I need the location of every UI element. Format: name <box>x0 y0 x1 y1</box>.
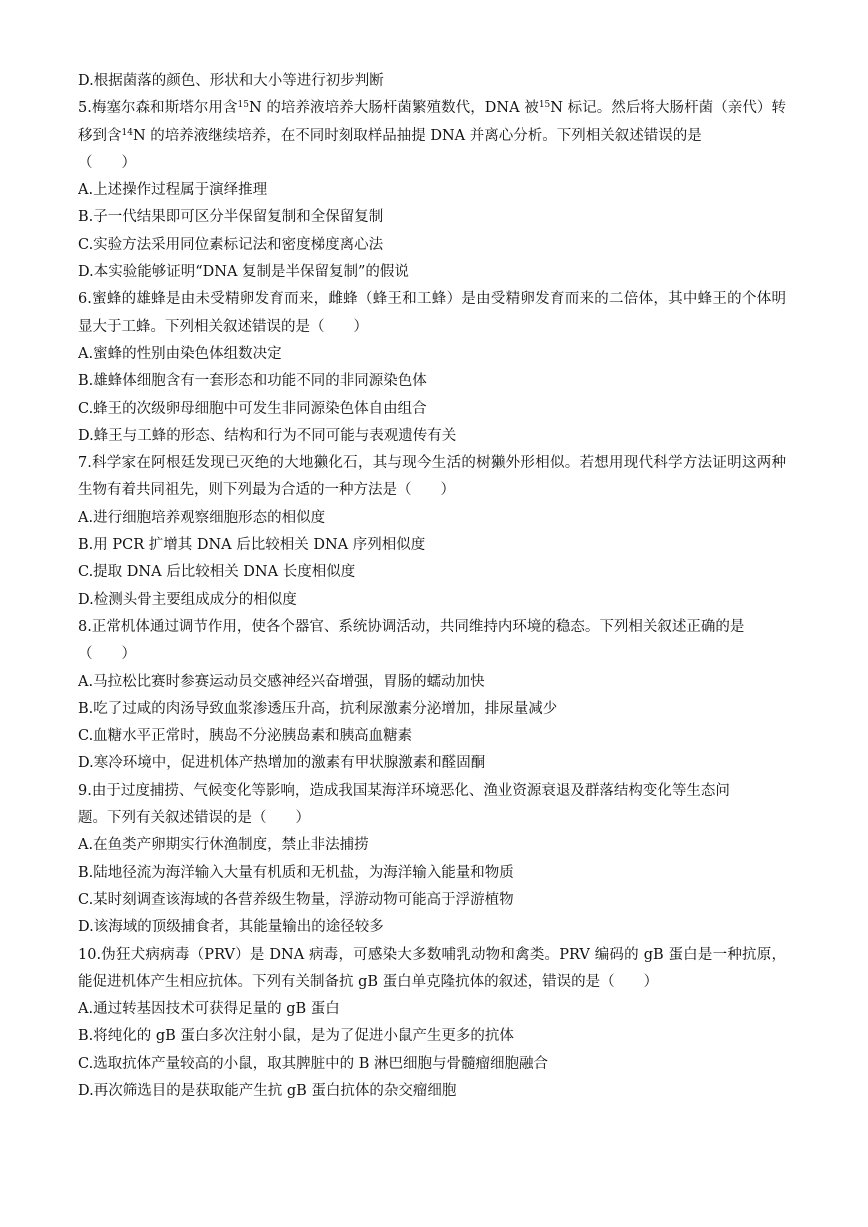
q5-option-a: A.上述操作过程属于演绎推理 <box>78 182 268 199</box>
q8-option-b: B.吃了过咸的肉汤导致血浆渗透压升高，抗利尿激素分泌增加，排尿量减少 <box>78 700 558 717</box>
q9-option-b: B.陆地径流为海洋输入大量有机质和无机盐，为海洋输入能量和物质 <box>78 864 514 881</box>
q6-option-c: C.蜂王的次级卵母细胞中可发生非同源染色体自由组合 <box>78 400 427 417</box>
q9-option-c: C.某时刻调查该海域的各营养级生物量，浮游动物可能高于浮游植物 <box>78 891 514 908</box>
q10-option-a: A.通过转基因技术可获得足量的 gB 蛋白 <box>78 1001 340 1018</box>
q9-option-a: A.在鱼类产卵期实行休渔制度，禁止非法捕捞 <box>78 837 369 854</box>
q10-option-d: D.再次筛选目的是获取能产生抗 gB 蛋白抗体的杂交瘤细胞 <box>78 1082 457 1099</box>
q5-isotope-15-b: 15 <box>538 100 551 111</box>
q10-option-c: C.选取抗体产量较高的小鼠，取其脾脏中的 B 淋巴细胞与骨髓瘤细胞融合 <box>78 1055 549 1072</box>
q5-answer-blank: （ ） <box>78 154 136 171</box>
q5-stem <box>78 95 786 150</box>
q5-isotope-14: 14 <box>121 127 133 138</box>
q8-option-c: C.血糖水平正常时，胰岛不分泌胰岛素和胰高血糖素 <box>78 728 413 745</box>
q5-stem-part-b: N 的培养液培养大肠杆菌繁殖数代，DNA 被 <box>248 100 539 117</box>
q5-option-d: D.本实验能够证明“DNA 复制是半保留复制”的假说 <box>78 264 409 281</box>
q9-stem-line2: 题。下列有关叙述错误的是（ ） <box>78 810 310 827</box>
q7-option-c: C.提取 DNA 后比较相关 DNA 长度相似度 <box>78 564 356 581</box>
q8-option-d: D.寒冷环境中，促进机体产热增加的激素有甲状腺激素和醛固酮 <box>78 755 486 772</box>
q8-stem: 8.正常机体通过调节作用，使各个器官、系统协调活动，共同维持内环境的稳态。下列相关叙述正确的是 <box>78 618 745 635</box>
q5-stem-part-c: N 标记。然后将大肠杆菌（亲代）转移到含 <box>78 100 786 144</box>
q6-stem: 6.蜜蜂的雄蜂是由未受精卵发育而来，雌蜂（蜂王和工蜂）是由受精卵发育而来的二倍体，其中蜂王的个体明显大于工蜂。下列相关叙述错误的是（ ） <box>78 291 786 335</box>
q5-option-c: C.实验方法采用同位素标记法和密度梯度离心法 <box>78 236 384 253</box>
q6-option-d: D.蜂王与工蜂的形态、结构和行为不同可能与表观遗传有关 <box>78 427 457 444</box>
q7-option-b: B.用 PCR 扩增其 DNA 后比较相关 DNA 序列相似度 <box>78 537 426 554</box>
q10-option-b: B.将纯化的 gB 蛋白多次注射小鼠，是为了促进小鼠产生更多的抗体 <box>78 1028 514 1045</box>
q9-option-d: D.该海域的顶级捕食者，其能量输出的途径较多 <box>78 919 384 936</box>
q10-stem: 10.伪狂犬病病毒（PRV）是 DNA 病毒，可感染大多数哺乳动物和禽类。PRV 编码的 gB 蛋白是一种抗原，能促进机体产生相应抗体。下列有关制备抗 gB 蛋白单克隆抗体的叙述，错误的是（ ） <box>78 946 786 990</box>
q8-answer-blank: （ ） <box>78 646 136 663</box>
q6-option-a: A.蜜蜂的性别由染色体组数决定 <box>78 345 282 362</box>
q7-stem: 7.科学家在阿根廷发现已灭绝的大地獭化石，其与现今生活的树獭外形相似。若想用现代科学方法证明这两种生物有着共同祖先，则下列最为合适的一种方法是（ ） <box>78 455 786 499</box>
q5-option-b: B.子一代结果即可区分半保留复制和全保留复制 <box>78 209 384 226</box>
q5-stem-part-d: N 的培养液继续培养，在不同时刻取样品抽提 DNA 并离心分析。下列相关叙述错误的是 <box>132 127 702 144</box>
q7-option-a: A.进行细胞培养观察细胞形态的相似度 <box>78 509 326 526</box>
q8-option-a: A.马拉松比赛时参赛运动员交感神经兴奋增强，胃肠的蠕动加快 <box>78 673 485 690</box>
q5-isotope-15-a: 15 <box>237 100 249 111</box>
q7-option-d: D.检测头骨主要组成成分的相似度 <box>78 591 297 608</box>
q9-stem-line1: 9.由于过度捕捞、气候变化等影响，造成我国某海洋环境恶化、渔业资源衰退及群落结构变化等生态问 <box>78 782 730 799</box>
q6-option-b: B.雄蜂体细胞含有一套形态和功能不同的非同源染色体 <box>78 373 427 390</box>
exam-page <box>78 68 786 1105</box>
q4-option-d: D.根据菌落的颜色、形状和大小等进行初步判断 <box>78 73 384 89</box>
q5-stem-part-a: 5.梅塞尔森和斯塔尔用含 <box>78 100 238 117</box>
